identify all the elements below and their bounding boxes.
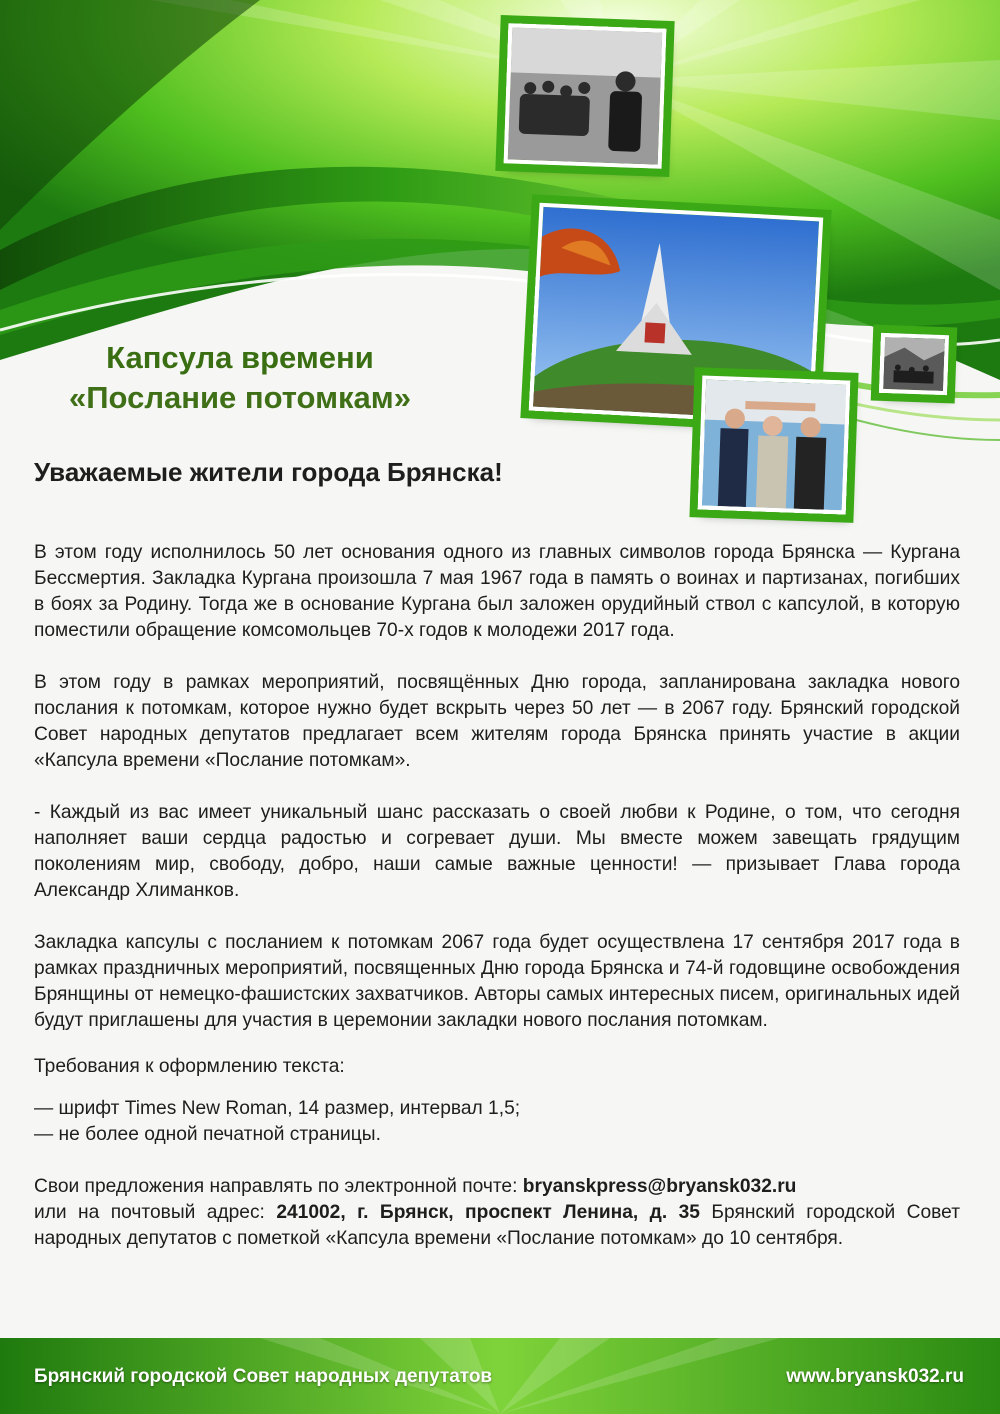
requirements-heading: Требования к оформлению текста: xyxy=(34,1056,345,1077)
paragraph: В этом году в рамках мероприятий, посвящённых Дню города, запланирована закладка нового послания к потомкам, которое нужно будет вскрыть через 50 лет — в 2067 году. Брянский городской Совет народных депутатов предлагает всем жителям города Брянска принять участие в акции «Капсула времени «Послание потомкам». xyxy=(34,672,960,771)
paragraph: - Каждый из вас имеет уникальный шанс рассказать о своей любви к Родине, о том, что сегодня наполняет ваши сердца радостью и согревает души. Мы вместе можем завещать грядущим поколениям мир, свободу, добро, наши самые важные ценности! — призывает Глава города Александр Хлиманков. xyxy=(34,802,960,901)
paragraph: В этом году исполнилось 50 лет основания одного из главных символов города Брянска — Кургана Бессмертия. Закладка Кургана произошла 7 мая 1967 года в память о воинах и партизанах, погибших в боях за Родину. Тогда же в основание Кургана был заложен орудийный ствол с капсулой, в которую поместили обращение комсомольцев 70-х годов к молодежи 2017 года. xyxy=(34,542,960,641)
photo-city-leaders xyxy=(698,375,851,514)
requirement-item: — не более одной печатной страницы. xyxy=(34,1124,381,1145)
footer-organization: Брянский городской Совет народных депутатов xyxy=(34,1366,493,1387)
paragraph: Закладка капсулы с посланием к потомкам 2067 года будет осуществлена 17 сентября 2017 года в рамках праздничных мероприятий, посвященных Дню города Брянска и 74-й годовщине освобождения Брянщины от немецко-фашистских захватчиков. Авторы самых интересных писем, оригинальных идей будут приглашены для участия в церемонии закладки нового послания потомкам. xyxy=(34,932,960,1031)
contact-address: 241002, г. Брянск, проспект Ленина, д. 35 xyxy=(276,1202,700,1223)
photo-soldiers xyxy=(879,333,949,395)
contact-address-suffix: Брянский городской Совет народных депутатов с пометкой «Капсула времени «Послание потомкам» до 10 сентября. xyxy=(34,1202,960,1249)
footer-website-link[interactable]: www.bryansk032.ru xyxy=(786,1366,964,1387)
page-title-line2: «Послание потомкам» xyxy=(69,380,411,415)
contact-paragraph xyxy=(34,1174,960,1252)
contact-address-prefix: или на почтовый адрес: xyxy=(34,1202,277,1223)
contact-email[interactable]: bryanskpress@bryansk032.ru xyxy=(522,1176,797,1197)
requirement-item: — шрифт Times New Roman, 14 размер, интервал 1,5; xyxy=(34,1098,521,1119)
contact-email-prefix: Свои предложения направлять по электронной почте: xyxy=(34,1176,523,1197)
page-title-line1: Капсула времени xyxy=(106,340,374,375)
article-body xyxy=(34,540,960,1252)
greeting-heading: Уважаемые жители города Брянска! xyxy=(34,457,503,487)
photo-veterans xyxy=(504,23,667,168)
